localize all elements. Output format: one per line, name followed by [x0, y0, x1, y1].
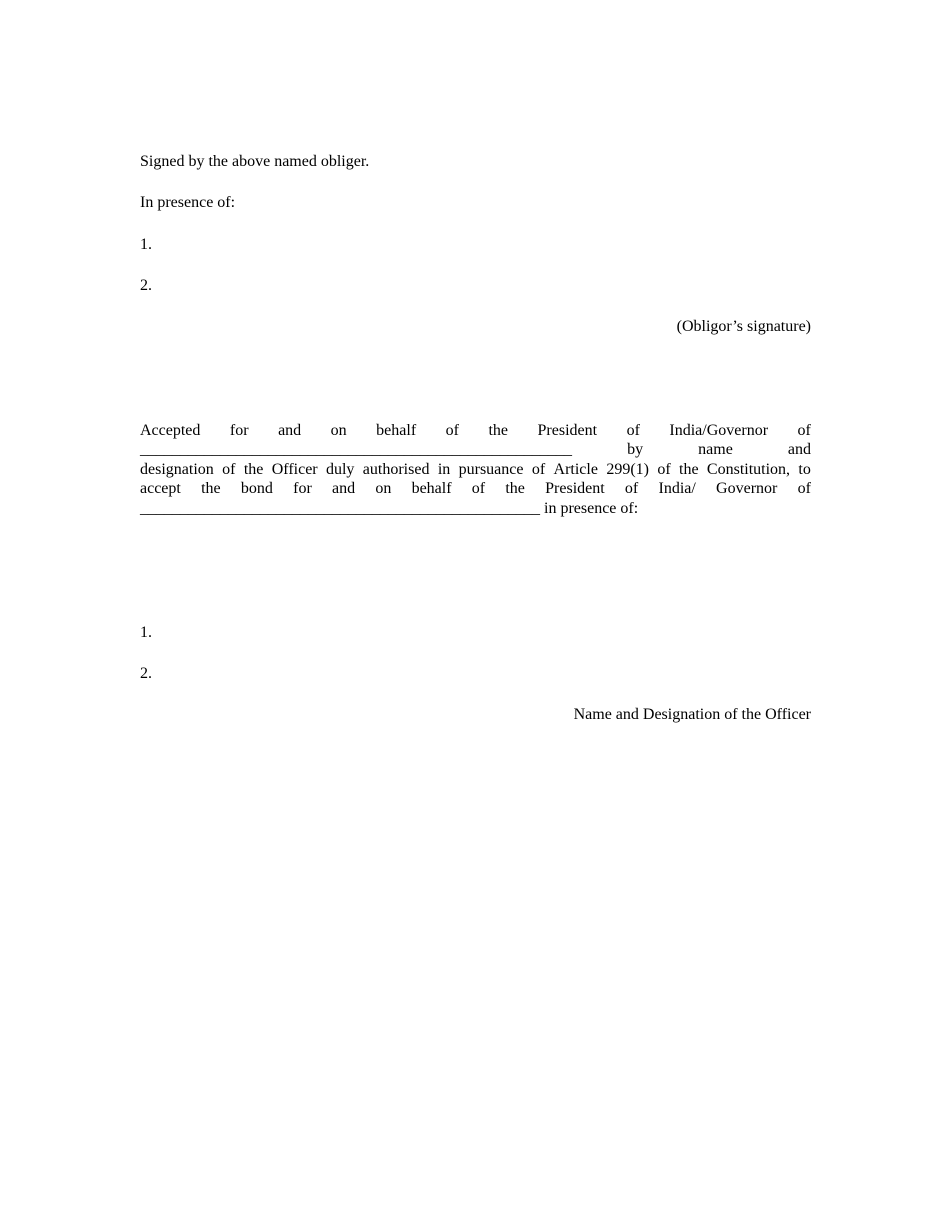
witness-2-label: 2. [140, 277, 152, 294]
word: Governor [716, 480, 778, 497]
acceptance-line-5: __________________________________________________ in presence of: [140, 500, 639, 517]
officer-witness-2-label: 2. [140, 665, 152, 682]
word: for [293, 480, 312, 497]
word: in [437, 461, 451, 478]
word: of [222, 461, 236, 478]
word: of [797, 480, 811, 497]
word: and [787, 441, 811, 458]
word: designation [140, 461, 214, 478]
word: Officer [271, 461, 318, 478]
word: and [278, 422, 302, 439]
in-presence-of-text: In presence of: [140, 194, 236, 211]
word: Accepted [140, 422, 201, 439]
word: behalf [411, 480, 452, 497]
word: ______________________________________________________ [140, 441, 572, 458]
word: the [488, 422, 509, 439]
word: President [537, 422, 598, 439]
word: for [229, 422, 249, 439]
acceptance-line-2 [140, 440, 811, 460]
word: Article [553, 461, 598, 478]
word: the [679, 461, 699, 478]
signed-by-text: Signed by the above named obliger. [140, 153, 370, 170]
word: bond [240, 480, 273, 497]
word: behalf [376, 422, 417, 439]
word: of [445, 422, 459, 439]
word: accept [140, 480, 181, 497]
acceptance-line-3 [140, 460, 811, 480]
officer-name-designation-label: Name and Designation of the Officer [573, 706, 811, 723]
word: on [330, 422, 347, 439]
word: authorised [362, 461, 430, 478]
word: on [375, 480, 392, 497]
word: duly [325, 461, 355, 478]
word: pursuance [458, 461, 524, 478]
word: and [332, 480, 356, 497]
witness-1-label: 1. [140, 236, 152, 253]
word: to [798, 461, 811, 478]
word: of [531, 461, 546, 478]
acceptance-line-4 [140, 479, 811, 499]
word: of [471, 480, 486, 497]
word: of [797, 422, 811, 439]
word: India/Governor [669, 422, 769, 439]
word: President [545, 480, 605, 497]
word: the [201, 480, 221, 497]
acceptance-line-1 [140, 421, 811, 441]
word: of [657, 461, 671, 478]
document-page [140, 0, 811, 1230]
word: of [624, 480, 639, 497]
word: by [627, 441, 644, 458]
word: 299(1) [606, 461, 649, 478]
word: name [698, 441, 733, 458]
word: the [243, 461, 264, 478]
word: of [626, 422, 640, 439]
word: Constitution, [706, 461, 791, 478]
obligor-signature-label: (Obligor’s signature) [676, 318, 811, 335]
officer-witness-1-label: 1. [140, 624, 152, 641]
word: the [505, 480, 525, 497]
word: India/ [658, 480, 696, 497]
